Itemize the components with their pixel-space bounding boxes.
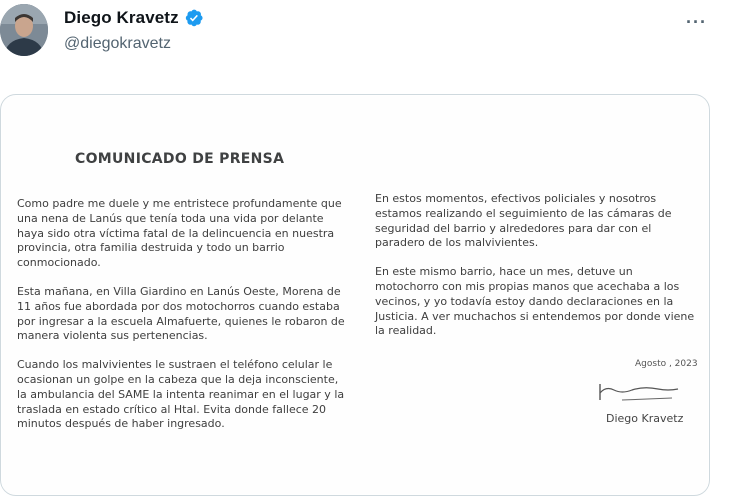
signer-name: Diego Kravetz	[606, 412, 684, 425]
handwritten-signature	[592, 378, 682, 410]
right-column	[375, 192, 695, 353]
document-title: COMUNICADO DE PRENSA	[75, 151, 285, 167]
paragraph: Como padre me duele y me entristece profundamente que una nena de Lanús que tenía toda una vida por delante haya sido otra víctima fatal de la delincuencia en nuestra provincia, otra familia destruida y todo un barrio conmocionado.	[17, 197, 342, 270]
press-release-document	[2, 96, 708, 494]
verified-badge-icon	[184, 8, 204, 28]
author-handle[interactable]: @diegokravetz	[64, 35, 171, 52]
tweet-image[interactable]	[0, 94, 710, 496]
paragraph: Cuando los malvivientes le sustraen el teléfono celular le ocasionan un golpe en la cabeza que la deja inconsciente, la ambulancia del SAME la intenta reanimar en el lugar y la traslada en estado crítico al Htal. Evita donde fallece 20 minutos después de haber ingresado.	[17, 358, 345, 431]
document-date: Agosto , 2023	[635, 359, 698, 369]
more-options-button[interactable]: ···	[686, 12, 707, 32]
author-avatar[interactable]	[0, 4, 48, 56]
left-column	[17, 197, 347, 446]
paragraph: En este mismo barrio, hace un mes, detuve un motochorro con mis propias manos que acechaba a los vecinos, y yo todavía estoy dando declaraciones en la Justicia. A ver muchachos si entendemos por donde viene la realidad.	[375, 265, 695, 338]
author-name[interactable]: Diego Kravetz	[64, 8, 179, 27]
paragraph: En estos momentos, efectivos policiales y nosotros estamos realizando el seguimiento de las cámaras de seguridad del barrio y alrededores para dar con el paradero de los malvivientes.	[375, 192, 672, 250]
paragraph: Esta mañana, en Villa Giardino en Lanús Oeste, Morena de 11 años fue abordada por dos motochorros cuando estaba por ingresar a la escuela Almafuerte, quienes le robaron de manera violenta sus pertenencias.	[17, 284, 345, 343]
